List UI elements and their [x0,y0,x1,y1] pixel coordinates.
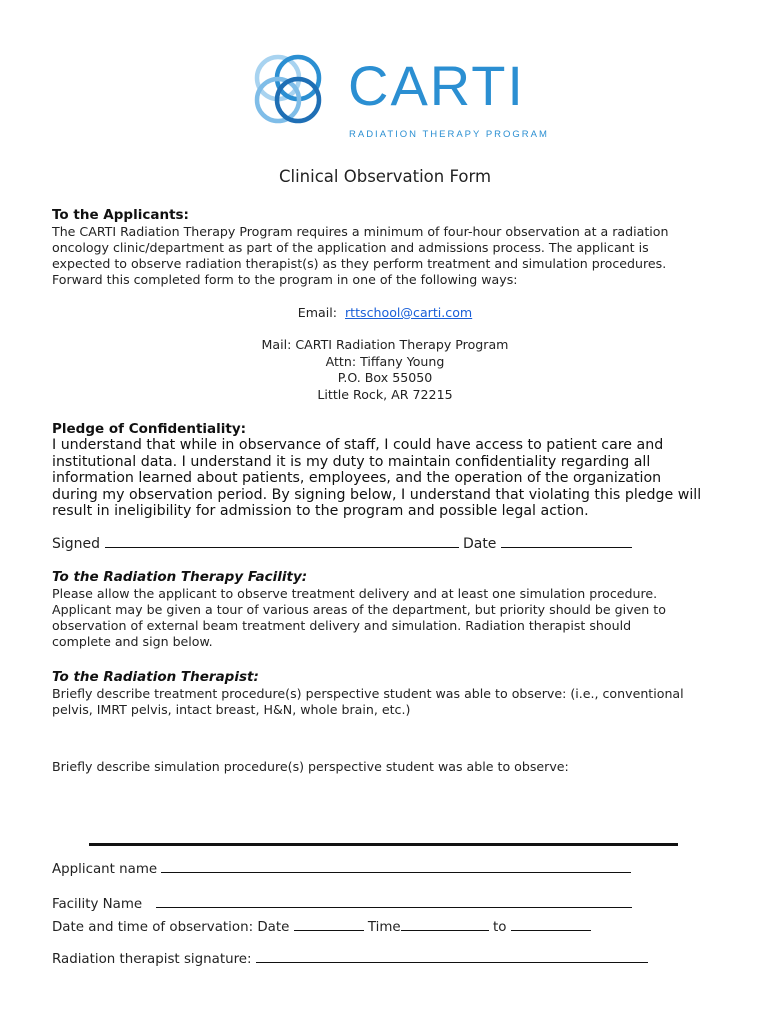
pledge-line: I understand that while in observance of staff, I could have access to patient care and [52,437,664,453]
facility-line: observation of external beam treatment delivery and simulation. Radiation therapist should [52,618,632,633]
applicants-line: The CARTI Radiation Therapy Program requires a minimum of four-hour observation at a radiation [52,224,669,239]
applicant-name-field[interactable] [161,872,631,873]
mail-line: Mail: CARTI Radiation Therapy Program [261,337,509,352]
time-label: Time [367,920,401,935]
treatment-line: Briefly describe treatment procedure(s) perspective student was able to observe: (i.e., conventional [52,686,684,701]
signed-field[interactable] [105,547,459,548]
email-label: Email: [297,305,337,320]
therapist-signature-field[interactable] [256,962,648,963]
facility-line: complete and sign below. [52,634,213,649]
facility-name-label: Facility Name [52,897,143,912]
pledge-line: institutional data. I understand it is my duty to maintain confidentiality regarding all [52,453,651,470]
mail-line: P.O. Box 55050 [337,370,433,385]
applicants-paragraph [52,224,732,288]
time-to-field[interactable] [511,930,591,931]
simulation-prompt: Briefly describe simulation procedure(s) perspective student was able to observe: [52,759,569,774]
email-line [0,305,770,320]
applicants-line: expected to observe radiation therapist(s) as they perform treatment and simulation procedures. [52,256,667,271]
email-link[interactable]: rttschool@carti.com [345,305,473,320]
date-field[interactable] [501,547,632,548]
date-time-row [52,920,591,935]
applicant-name-row [52,862,631,877]
time-from-field[interactable] [401,930,489,931]
applicants-line: oncology clinic/department as part of the application and admissions process. The applicant is [52,240,649,255]
signed-row [52,536,632,552]
therapist-signature-label: Radiation therapist signature: [52,952,252,967]
logo-subtitle: RADIATION THERAPY PROGRAM [349,129,549,140]
pledge-paragraph [52,437,752,520]
form-title: Clinical Observation Form [278,167,492,186]
pledge-line: during my observation period. By signing below, I understand that violating this pledge will [52,486,702,503]
observation-date-label: Date and time of observation: Date [52,920,290,935]
treatment-prompt [52,686,752,718]
date-label: Date [462,536,497,552]
signature-row [52,952,648,967]
mail-address [0,337,770,403]
facility-paragraph [52,586,752,650]
signed-label: Signed [52,536,101,552]
facility-name-field[interactable] [156,907,632,908]
facility-name-row [52,897,632,912]
to-label: to [492,920,507,935]
pledge-line: information learned about patients, employees, and the operation of the organization [52,470,662,486]
mail-line: Attn: Tiffany Young [325,353,445,369]
facility-line: Applicant may be given a tour of various areas of the department, but priority should be given to [52,602,666,617]
pledge-line: result in ineligibility for admission to the program and possible legal action. [52,503,589,519]
applicants-heading: To the Applicants: [52,207,189,223]
divider-line [89,843,678,846]
logo-wordmark: CARTI [348,54,525,117]
mail-line: Little Rock, AR 72215 [317,386,453,402]
applicant-name-label: Applicant name [52,862,158,877]
applicants-line: Forward this completed form to the program in one of the following ways: [52,272,518,287]
facility-heading: To the Radiation Therapy Facility: [52,569,308,585]
treatment-line: pelvis, IMRT pelvis, intact breast, H&N, whole brain, etc.) [52,702,411,717]
pledge-heading: Pledge of Confidentiality: [52,421,247,437]
therapist-heading: To the Radiation Therapist: [52,669,259,685]
observation-date-field[interactable] [294,930,364,931]
facility-line: Please allow the applicant to observe treatment delivery and at least one simulation procedure. [52,586,658,601]
